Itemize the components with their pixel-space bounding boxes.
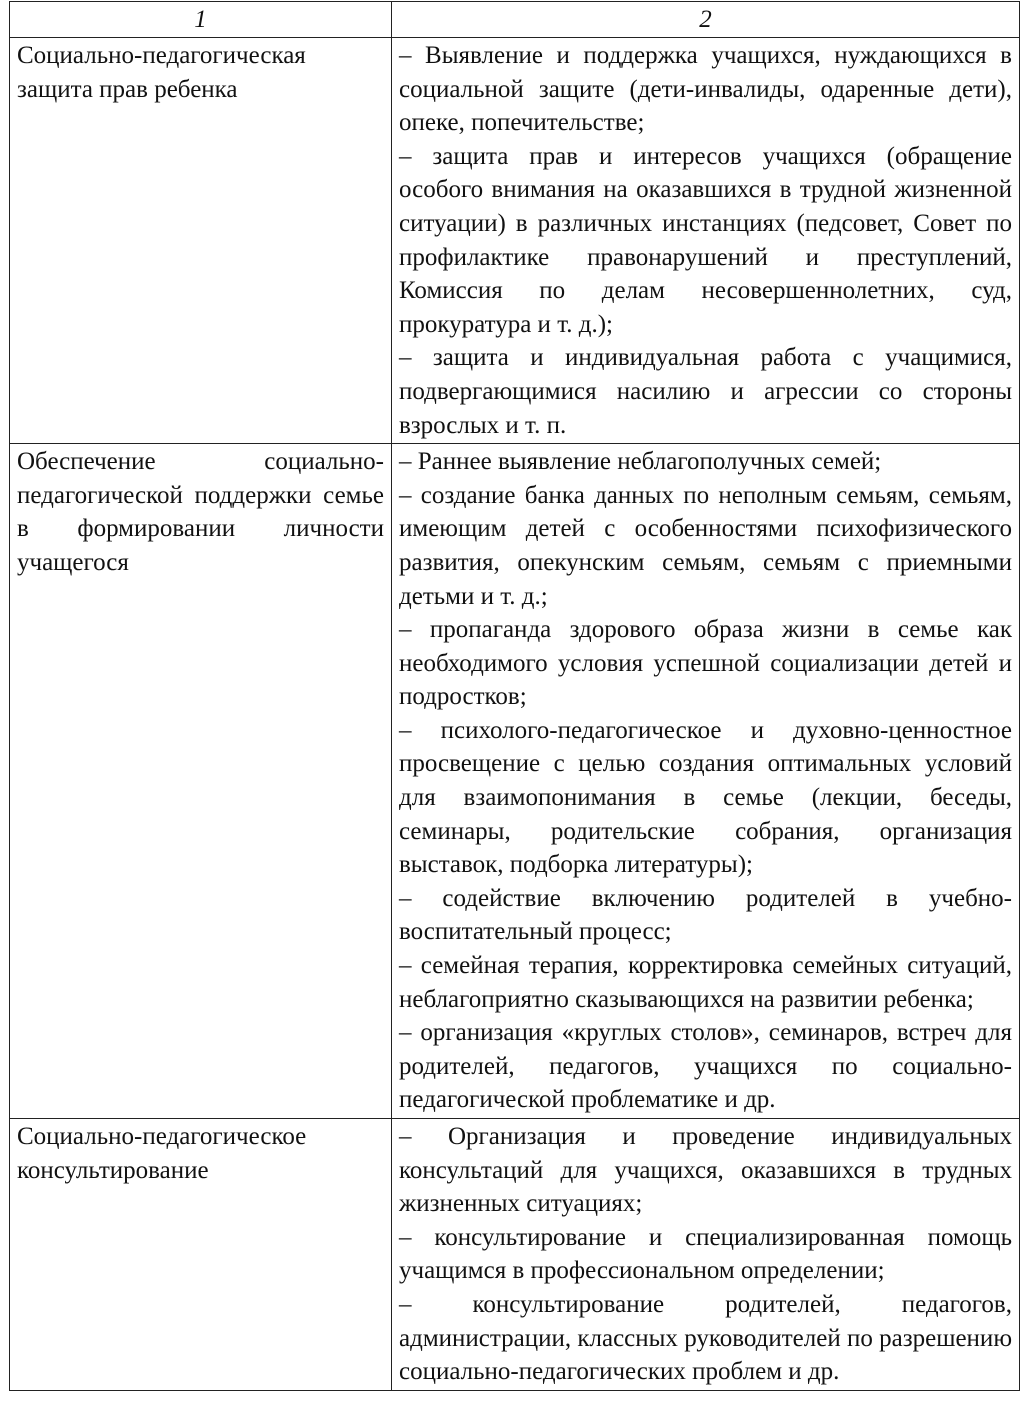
activity-item: – Раннее выявление неблагополучных семей; [399,448,882,476]
direction-cell: Социально-педагогическая защита прав ребенка [10,38,392,444]
activity-item: – защита прав и интересов учащихся (обращение особого внимания на оказавшихся в трудной жизненной ситуации) в различных инстанциях (педсовет, Совет по профилактике правонарушений и преступлений, Комиссия по делам несовершеннолетних, суд, прокуратура и т. д.); [399,142,1012,338]
content-table [9,1,1020,1391]
activity-item: – содействие включению родителей в учебно-воспитательный процесс; [399,884,1012,946]
header-row [10,2,1020,38]
direction-cell: Социально-педагогическое консультирование [10,1119,392,1391]
direction-cell: Обеспечение социально-педагогической поддержки семье в формировании личности учащегося [10,444,392,1119]
activity-item: – создание банка данных по неполным семьям, семьям, имеющим детей с особенностями психофизического развития, опекунским семьям, семьям с приемными детьми и т. д.; [399,481,1012,610]
activity-item: – психолого-педагогическое и духовно-ценностное просвещение с целью создания оптимальных условий для взаимопонимания в семье (лекции, беседы, семинары, родительские собрания, организация выставок, подборка литературы); [399,716,1012,879]
header-col-2: 2 [392,2,1020,38]
table-row [10,1119,1020,1391]
header-col-1: 1 [10,2,392,38]
activity-item: – семейная терапия, корректировка семейных ситуаций, неблагоприятно сказывающихся на развитии ребенка; [399,952,1012,1013]
activity-item: – консультирование и специализированная помощь учащимся в профессиональном определении; [399,1223,1012,1285]
activities-cell [392,38,1020,444]
activity-item: – защита и индивидуальная работа с учащимися, подвергающимися насилию и агрессии со стороны взрослых и т. п. [399,344,1012,439]
activities-cell [392,1119,1020,1391]
activities-cell [392,444,1020,1119]
activity-item: – Организация и проведение индивидуальных консультаций для учащихся, оказавшихся в трудных жизненных ситуациях; [399,1123,1012,1218]
activity-item: – организация «круглых столов», семинаров, встреч для родителей, педагогов, учащихся по социально-педагогической проблематике и др. [399,1019,1012,1114]
table-row [10,38,1020,444]
activity-item: – Выявление и поддержка учащихся, нуждающихся в социальной защите (дети-инвалиды, одаренные дети), опеке, попечительстве; [399,42,1012,137]
table-row [10,444,1020,1119]
activity-item: – пропаганда здорового образа жизни в семье как необходимого условия успешной социализации детей и подростков; [399,616,1012,711]
activity-item: – консультирование родителей, педагогов, администрации, классных руководителей по разрешению социально-педагогических проблем и др. [399,1290,1012,1386]
